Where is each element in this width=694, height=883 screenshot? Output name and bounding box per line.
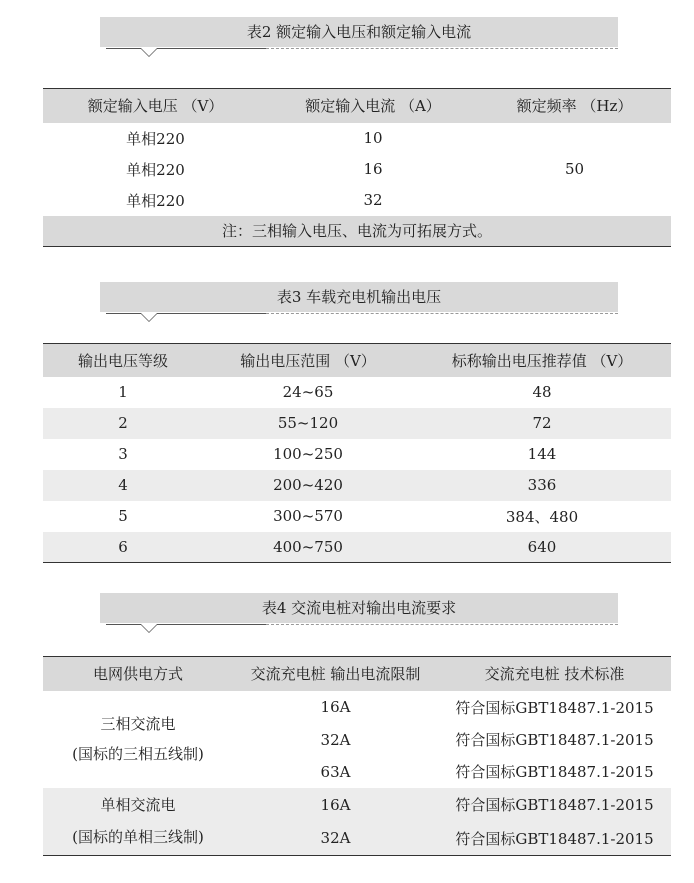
frequency-cell: 50 <box>564 160 585 178</box>
table-cell: 16 <box>363 160 383 178</box>
table4-caption-block <box>100 593 618 637</box>
table2 <box>43 88 671 247</box>
table-cell: 32A <box>320 730 351 749</box>
table-cell: 100~250 <box>273 445 343 463</box>
table-note: 注：三相输入电压、电流为可拓展方式。 <box>43 216 671 247</box>
table4-caption: 表4 交流电桩对输出电流要求 <box>100 593 618 623</box>
table-cell: 400~750 <box>203 532 413 563</box>
table3 <box>43 343 671 563</box>
header-cell: 交流充电桩 输出电流限制 <box>233 657 438 691</box>
table-cell: 符合国标GBT18487.1-2015 <box>455 698 654 717</box>
table-cell: 63A <box>320 762 351 781</box>
table-cell: 72 <box>413 408 671 439</box>
table-cell: 16A <box>233 788 438 822</box>
table-cell: 200~420 <box>203 470 413 501</box>
supply-mode-cell <box>43 691 233 788</box>
table-cell: 符合国标GBT18487.1-2015 <box>455 731 654 749</box>
table-header-row <box>43 89 671 123</box>
supply-mode-cell <box>43 788 233 856</box>
table-cell: 符合国标GBT18487.1-2015 <box>438 788 671 822</box>
supply-mode-title: 单相交流电 <box>100 796 176 815</box>
table-cell: 1 <box>118 383 128 401</box>
table-row <box>43 408 671 439</box>
header-cell: 标称输出电压推荐值 （V） <box>413 344 671 377</box>
table-row <box>43 470 671 501</box>
table-cell: 32 <box>363 191 383 209</box>
table-cell: 144 <box>527 445 557 463</box>
caption-rule <box>100 312 618 326</box>
table-cell: 单相220 <box>126 191 185 210</box>
header-cell: 输出电压等级 <box>43 344 203 377</box>
table-note-row <box>43 216 671 247</box>
header-cell: 额定输入电流 （A） <box>268 89 478 123</box>
header-cell: 输出电压范围 （V） <box>203 344 413 377</box>
table-cell: 10 <box>363 129 383 147</box>
table2-caption: 表2 额定输入电压和额定输入电流 <box>100 17 618 47</box>
table-cell: 单相220 <box>126 160 185 179</box>
table-cell: 55~120 <box>203 408 413 439</box>
table-row <box>43 501 671 532</box>
supply-mode-subtitle: (国标的单相三线制) <box>72 828 204 847</box>
table-cell: 384、480 <box>505 507 579 526</box>
supply-mode-subtitle: (国标的三相五线制) <box>72 745 204 763</box>
table-row <box>43 123 671 154</box>
header-cell: 额定频率 （Hz） <box>478 89 671 123</box>
table2-caption-block <box>100 17 618 61</box>
caption-rule <box>100 623 618 637</box>
table-cell: 6 <box>43 532 203 563</box>
table-cell: 2 <box>43 408 203 439</box>
table-cell: 48 <box>532 383 552 401</box>
table-cell: 符合国标GBT18487.1-2015 <box>438 822 671 856</box>
table3-caption-block <box>100 282 618 326</box>
table3-caption: 表3 车载充电机输出电压 <box>100 282 618 312</box>
supply-mode-title: 三相交流电 <box>100 715 176 733</box>
table-cell: 4 <box>43 470 203 501</box>
table-cell: 16A <box>320 698 351 716</box>
header-cell: 电网供电方式 <box>43 657 233 691</box>
table-row <box>43 377 671 408</box>
caption-rule <box>100 47 618 61</box>
table-cell: 5 <box>118 507 128 525</box>
table4 <box>43 656 671 856</box>
table-cell: 640 <box>413 532 671 563</box>
header-cell: 交流充电桩 技术标准 <box>438 657 671 691</box>
table-header-row <box>43 344 671 377</box>
table-header-row <box>43 657 671 691</box>
table-row <box>43 691 671 724</box>
table-cell: 300~570 <box>273 507 343 525</box>
table-cell: 32A <box>233 822 438 856</box>
table-cell: 3 <box>118 445 128 463</box>
header-cell: 额定输入电压 （V） <box>43 89 268 123</box>
table-row <box>43 439 671 470</box>
table-row <box>43 532 671 563</box>
table-cell: 24~65 <box>282 383 334 401</box>
table-cell: 符合国标GBT18487.1-2015 <box>455 763 654 781</box>
table-cell: 336 <box>413 470 671 501</box>
table-row <box>43 788 671 822</box>
table-cell: 单相220 <box>126 129 185 148</box>
